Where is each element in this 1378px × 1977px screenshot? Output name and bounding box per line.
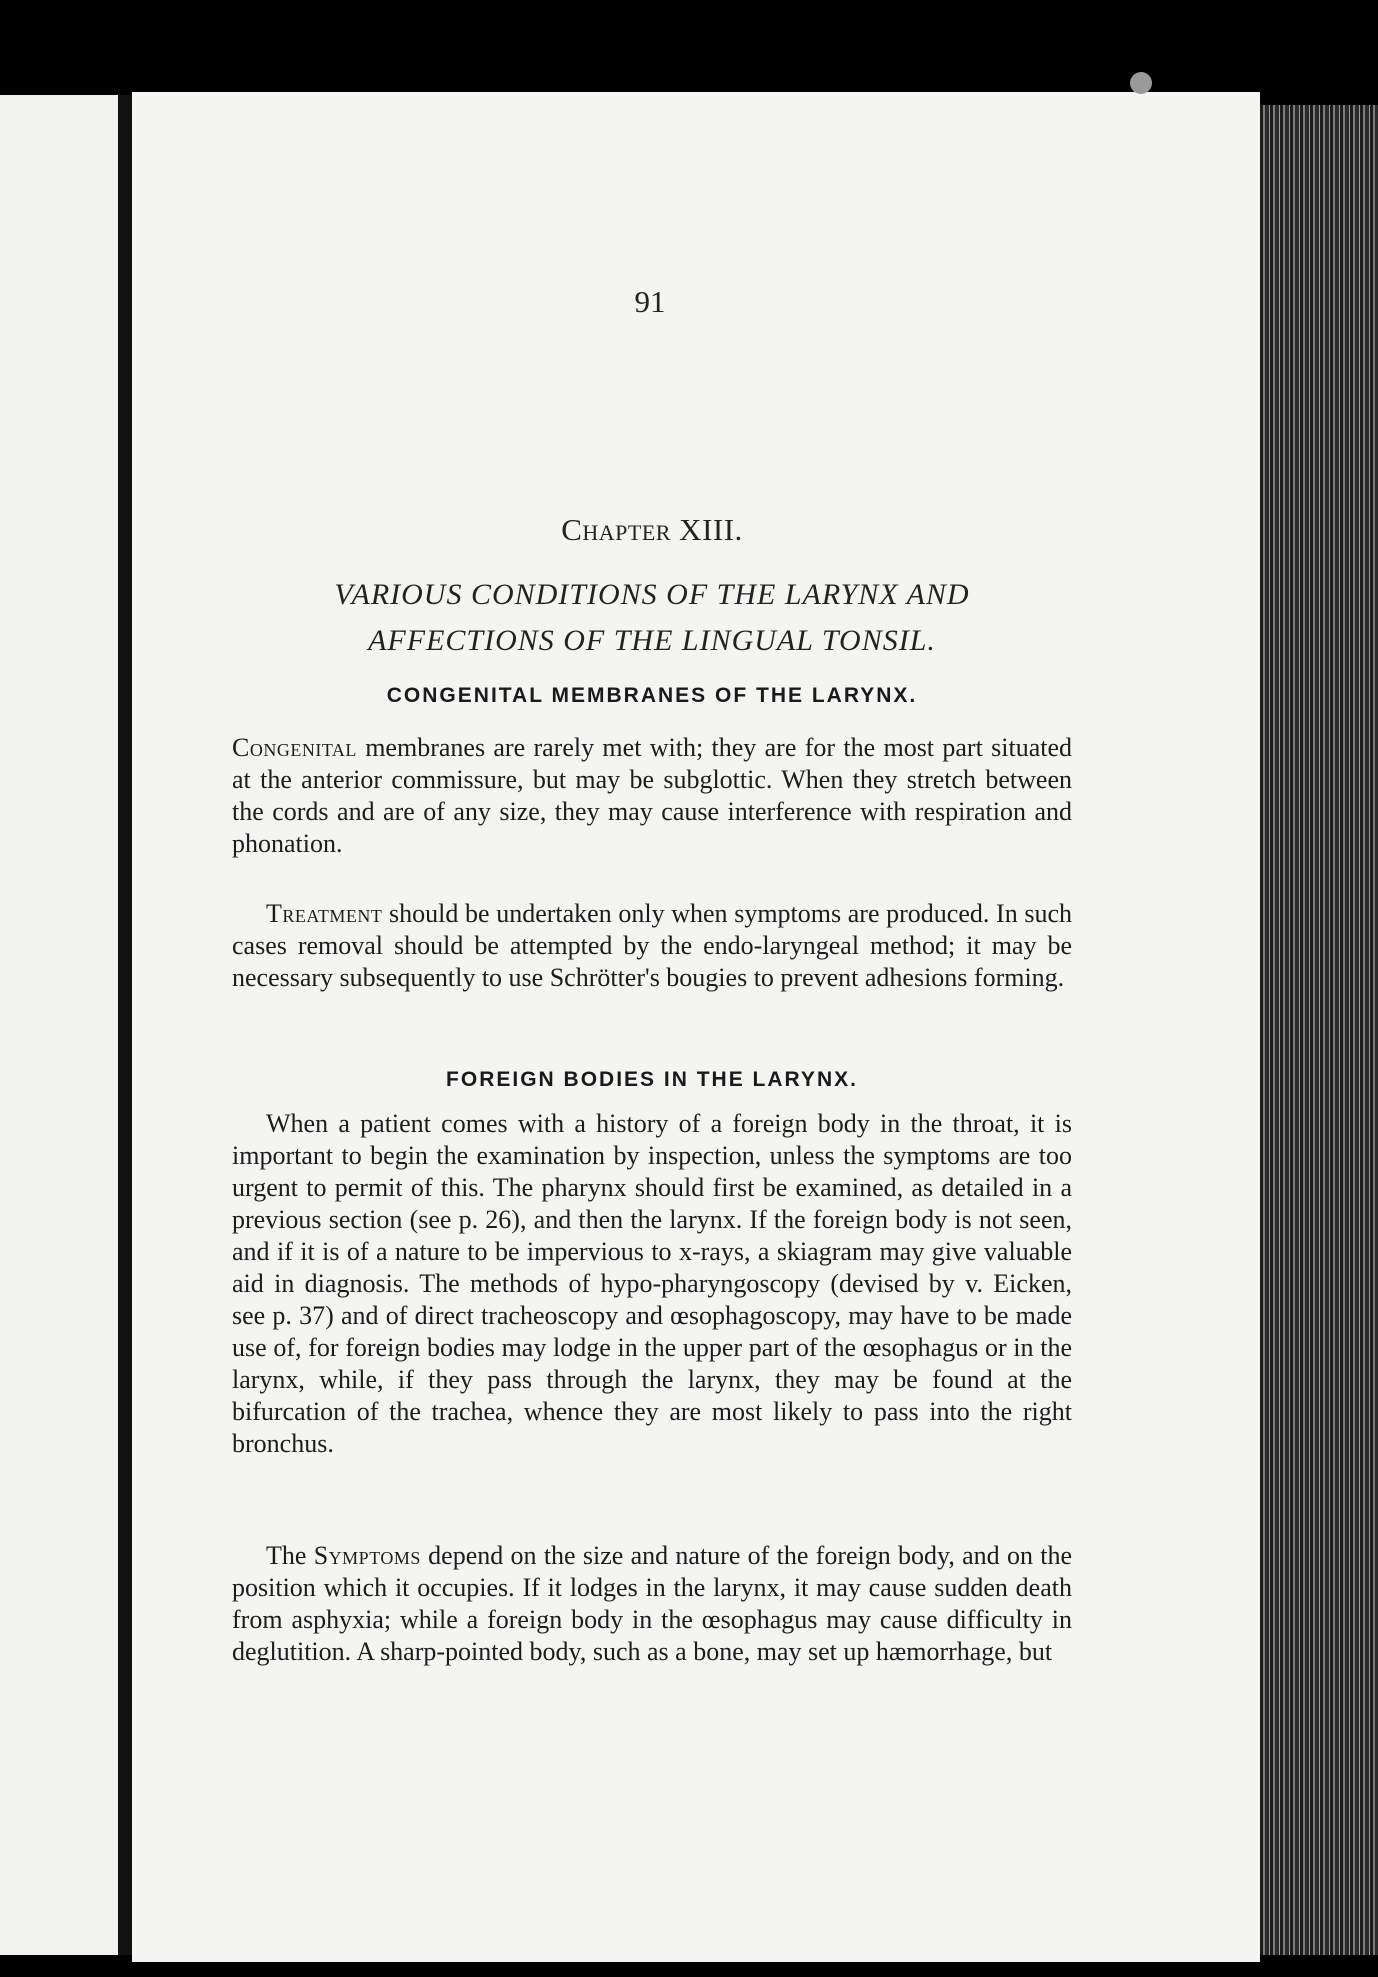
section-heading-foreign-bodies: FOREIGN BODIES IN THE LARYNX. xyxy=(446,1068,858,1091)
paragraph-symptoms xyxy=(232,1540,1072,1668)
chapter-title-line-1: VARIOUS CONDITIONS OF THE LARYNX AND xyxy=(334,578,970,611)
book-gutter xyxy=(118,95,132,1955)
lead-word-congenital: Congenital xyxy=(232,733,357,762)
paragraph-text: should be undertaken only when symptoms are produced. In such cases removal should be attempted by the endo-laryngeal method; it may be necessary subsequently to use Schrötter's bougies to prevent adhesions forming. xyxy=(232,899,1072,992)
lead-word-treatment: Treatment xyxy=(266,899,383,928)
chapter-heading: Chapter XIII. xyxy=(561,512,743,547)
paragraph-foreign-bodies: When a patient comes with a history of a foreign body in the throat, it is important to begin the examination by inspection, unless the symptoms are too urgent to permit of this. The pharynx should first be examined, as detailed in a previous section (see p. 26), and then the larynx. If the foreign body is not seen, and if it is of a nature to be impervious to x-rays, a skiagram may give valuable aid in diagnosis. The methods of hypo-pharyngoscopy (devised by v. Eicken, see p. 37) and of direct tracheoscopy and œsophagoscopy, may have to be made use of, for foreign bodies may lodge in the upper part of the œsophagus or in the larynx, while, if they pass through the larynx, they may be found at the bifurcation of the trachea, whence they are most likely to pass into the right bronchus. xyxy=(232,1109,1072,1458)
chapter-title-line-2: AFFECTIONS OF THE LINGUAL TONSIL. xyxy=(368,624,936,657)
chapter-title xyxy=(232,572,1072,664)
previous-page-edge xyxy=(0,95,118,1955)
paragraph-treatment xyxy=(232,898,1072,994)
lead-word-symptoms: Symptoms xyxy=(313,1541,421,1570)
page-number: 91 xyxy=(634,284,666,319)
paragraph-text: membranes are rarely met with; they are for the most part situated at the anterior commissure, but may be subglottic. When they stretch between the cords and are of any size, they may cause interference with respiration and phonation. xyxy=(232,733,1072,858)
paragraph-text: depend on the size and nature of the foreign body, and on the position which it occupies. If it lodges in the larynx, it may cause sudden death from asphyxia; while a foreign body in the œsophagus may cause difficulty in deglutition. A sharp-pointed body, such as a bone, may set up hæmorrhage, but xyxy=(232,1541,1073,1666)
scan-speck xyxy=(1130,72,1152,94)
section-heading-congenital: CONGENITAL MEMBRANES OF THE LARYNX. xyxy=(386,684,918,707)
page-stack-edge xyxy=(1260,105,1378,1955)
paragraph-congenital-membranes xyxy=(232,732,1072,860)
book-page xyxy=(132,92,1260,1962)
paragraph-text: The xyxy=(266,1541,314,1570)
